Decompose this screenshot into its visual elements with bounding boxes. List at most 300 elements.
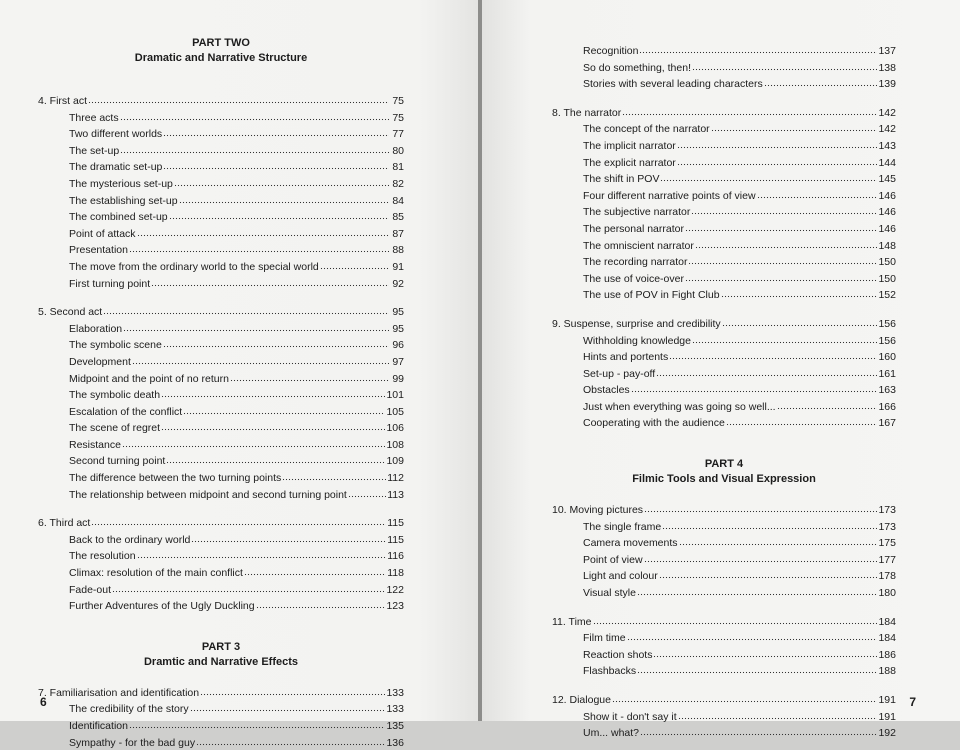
part-title: Dramtic and Narrative Effects — [143, 655, 299, 668]
entry-title: The recording narrator — [583, 256, 688, 269]
dot-leader — [129, 717, 386, 729]
dot-leader — [88, 92, 389, 104]
entry-title: Flashbacks — [583, 665, 637, 678]
toc-entry — [38, 109, 404, 126]
page-ref: 163 — [878, 384, 896, 397]
toc-entry — [552, 365, 896, 382]
toc-entry — [38, 336, 404, 353]
page-ref: 105 — [386, 405, 404, 418]
entry-title: Set-up - pay-off — [583, 367, 656, 380]
dot-leader — [678, 708, 878, 720]
dot-leader — [123, 320, 389, 332]
chapter-entry — [38, 92, 404, 109]
toc-entry — [38, 353, 404, 370]
page-ref: 136 — [386, 736, 404, 749]
toc-entry — [38, 469, 404, 486]
part-title: Dramatic and Narrative Structure — [134, 52, 308, 64]
toc-entry — [38, 452, 404, 469]
toc-entry — [552, 567, 896, 584]
entry-title: Fade-out — [69, 583, 112, 596]
chapter-12-block — [552, 691, 896, 741]
page-ref: 95 — [392, 306, 404, 319]
dot-leader — [660, 170, 877, 182]
toc-entry — [552, 137, 896, 154]
dot-leader — [200, 684, 385, 696]
toc-entry — [38, 419, 404, 436]
dot-leader — [653, 646, 877, 658]
toc-entry — [38, 370, 404, 387]
dot-leader — [137, 547, 387, 559]
chapter-title: 12. Dialogue — [552, 694, 611, 706]
part-label: PART TWO — [192, 37, 250, 49]
entry-title: Second turning point — [69, 455, 166, 468]
page-ref: 142 — [878, 106, 896, 119]
toc-entry — [38, 531, 404, 548]
page-number: 6 — [40, 695, 47, 709]
toc-entry — [38, 225, 404, 242]
dot-leader — [244, 564, 386, 576]
page-ref: 84 — [392, 194, 404, 207]
dot-leader — [639, 42, 877, 54]
chapter-10-block — [552, 501, 896, 601]
dot-leader — [691, 203, 877, 215]
dot-leader — [688, 253, 877, 265]
toc-entry — [552, 629, 896, 646]
toc-entry — [552, 534, 896, 551]
dot-leader — [637, 584, 878, 596]
dot-leader — [593, 613, 878, 625]
chapter-4-block — [38, 92, 404, 291]
chapter-title: 7. Familiarisation and identification — [38, 686, 200, 699]
page-ref: 92 — [392, 277, 404, 290]
page-ref: 188 — [878, 665, 896, 678]
entry-title: Point of attack — [69, 227, 136, 240]
entry-title: Point of view — [583, 553, 643, 566]
entry-title: The shift in POV — [583, 173, 660, 186]
page-ref: 156 — [878, 317, 896, 330]
entry-title: The relationship between midpoint and second turning point — [69, 488, 347, 501]
page-ref: 184 — [878, 632, 896, 645]
page-ref: 88 — [392, 244, 404, 257]
page-ref: 191 — [878, 694, 896, 706]
page-ref: 82 — [392, 177, 404, 190]
entry-title: The scene of regret — [69, 422, 161, 435]
page-ref: 146 — [878, 189, 896, 202]
toc-entry — [38, 241, 404, 258]
chapter-7-block — [38, 684, 404, 750]
toc-entry — [38, 547, 404, 564]
entry-title: Obstacles — [583, 384, 630, 397]
entry-title: The move from the ordinary world to the special world — [69, 260, 319, 273]
dot-leader — [348, 486, 386, 498]
entry-title: The resolution — [69, 550, 136, 563]
dot-leader — [91, 514, 386, 526]
toc-entry — [38, 125, 404, 142]
dot-leader — [230, 370, 389, 382]
dot-leader — [169, 208, 389, 220]
dot-leader — [183, 403, 385, 415]
entry-title: The dramatic set-up — [69, 161, 163, 174]
entry-title: Further Adventures of the Ugly Duckling — [69, 600, 255, 613]
dot-leader — [163, 336, 389, 348]
entry-title: Development — [69, 355, 131, 368]
page-ref: 75 — [392, 111, 404, 124]
dot-leader — [722, 315, 878, 327]
toc-entry — [552, 286, 896, 303]
page-ref: 166 — [878, 400, 896, 413]
entry-title: The symbolic scene — [69, 339, 162, 352]
dot-leader — [132, 353, 389, 365]
dot-leader — [179, 192, 389, 204]
page-ref: 139 — [878, 78, 896, 91]
page-ref: 95 — [392, 322, 404, 335]
page-ref: 106 — [386, 422, 404, 435]
page-ref: 115 — [387, 517, 404, 530]
page-ref: 133 — [386, 703, 404, 716]
entry-title: So do something, then! — [583, 61, 691, 74]
dot-leader — [711, 120, 878, 132]
page-ref: 173 — [878, 520, 896, 533]
page-ref: 144 — [878, 156, 896, 169]
chapter-title: 10. Moving pictures — [552, 504, 644, 517]
entry-title: The single frame — [583, 520, 662, 533]
toc-entry — [38, 258, 404, 275]
dot-leader — [685, 220, 877, 232]
dot-leader — [726, 414, 878, 426]
dot-leader — [677, 154, 878, 166]
toc-entry — [38, 320, 404, 337]
dot-leader — [612, 691, 878, 703]
entry-title: The use of voice-over — [583, 272, 684, 285]
toc-entry — [552, 59, 896, 76]
page-ref: 161 — [878, 367, 896, 380]
dot-leader — [282, 469, 386, 481]
dot-leader — [622, 104, 877, 116]
entry-title: Elaboration — [69, 322, 123, 335]
page-ref: 112 — [387, 472, 404, 485]
dot-leader — [644, 551, 878, 563]
entry-title: Show it - don't say it — [583, 710, 677, 723]
entry-title: Visual style — [583, 587, 636, 600]
entry-title: Two different worlds — [69, 128, 163, 141]
entry-title: Hints and portents — [583, 351, 669, 364]
toc-entry — [552, 75, 896, 92]
entry-title: The set-up — [69, 144, 120, 157]
dot-leader — [656, 365, 877, 377]
toc-entry — [552, 270, 896, 287]
dot-leader — [631, 381, 878, 393]
dot-leader — [685, 270, 878, 282]
page-ref: 148 — [878, 239, 896, 252]
page-ref: 186 — [878, 648, 896, 661]
entry-title: The subjective narrator — [583, 206, 691, 219]
page-ref: 85 — [392, 211, 404, 224]
chapter-entry — [552, 691, 896, 708]
chapter-8-block — [552, 104, 896, 303]
page-ref: 191 — [878, 710, 896, 723]
chapter-entry — [552, 104, 896, 121]
toc-entry — [552, 646, 896, 663]
entry-title: Escalation of the conflict — [69, 405, 183, 418]
entry-title: Recognition — [583, 45, 639, 57]
page-ref: 87 — [392, 227, 404, 240]
dot-leader — [764, 75, 878, 87]
toc-entry — [38, 436, 404, 453]
toc-entry — [38, 581, 404, 598]
page-ref: 118 — [387, 567, 404, 580]
chapter-title: 11. Time — [552, 615, 592, 628]
dot-leader — [320, 258, 389, 270]
toc-entry — [552, 154, 896, 171]
entry-title: Climax: resolution of the main conflict — [69, 567, 243, 580]
page-ref: 167 — [878, 417, 896, 430]
page-ref: 77 — [392, 128, 404, 141]
entry-title: The implicit narrator — [583, 139, 676, 152]
entry-title: The explicit narrator — [583, 156, 676, 169]
page-ref: 113 — [387, 488, 404, 501]
page-ref: 150 — [878, 272, 896, 285]
chapter-7-continued — [552, 42, 896, 92]
dot-leader — [129, 241, 389, 253]
page-ref: 123 — [386, 600, 404, 613]
entry-title: Identification — [69, 720, 128, 732]
dot-leader — [191, 531, 386, 543]
page-ref: 150 — [878, 256, 896, 269]
dot-leader — [112, 581, 385, 593]
chapter-title: 4. First act — [38, 95, 88, 107]
entry-title: The personal narrator — [583, 222, 684, 235]
page-ref: 133 — [386, 686, 404, 699]
page-ref: 99 — [392, 372, 404, 385]
page-ref: 108 — [386, 438, 404, 451]
toc-entry — [552, 187, 896, 204]
toc-entry — [552, 708, 896, 725]
page-ref: 122 — [386, 583, 404, 596]
page-ref: 146 — [878, 206, 896, 219]
dot-leader — [161, 419, 385, 431]
toc-entry — [552, 332, 896, 349]
dot-leader — [161, 386, 385, 398]
page-ref: 184 — [878, 615, 896, 628]
entry-title: Stories with several leading characters — [583, 78, 763, 91]
page-number: 7 — [909, 695, 916, 709]
page-ref: 160 — [878, 351, 896, 364]
chapter-entry — [552, 501, 896, 518]
entry-title: Camera movements — [583, 537, 678, 550]
toc-entry — [552, 398, 896, 415]
part-label: PART 4 — [704, 458, 744, 471]
entry-title: Back to the ordinary world — [69, 533, 191, 546]
dot-leader — [679, 534, 878, 546]
dot-leader — [692, 59, 877, 71]
dot-leader — [692, 332, 877, 344]
page-ref: 80 — [392, 144, 404, 157]
page-ref: 152 — [878, 289, 896, 302]
toc-entry — [552, 237, 896, 254]
part-four-heading — [552, 457, 896, 487]
dot-leader — [627, 629, 878, 641]
chapter-title: 6. Third act — [38, 517, 91, 530]
entry-title: The use of POV in Fight Club — [583, 289, 720, 302]
entry-title: Cooperating with the audience — [583, 417, 725, 430]
page-ref: 145 — [878, 173, 896, 186]
toc-entry — [38, 275, 404, 292]
dot-leader — [662, 518, 877, 530]
toc-entry — [38, 142, 404, 159]
page-ref: 138 — [878, 61, 896, 74]
entry-title: Reaction shots — [583, 648, 653, 661]
dot-leader — [190, 700, 386, 712]
toc-entry — [38, 486, 404, 503]
toc-entry — [552, 551, 896, 568]
right-toc — [552, 42, 896, 741]
toc-entry — [38, 208, 404, 225]
chapter-6-block — [38, 514, 404, 614]
toc-entry — [552, 724, 896, 741]
page-ref: 97 — [392, 355, 404, 368]
chapter-entry — [552, 613, 896, 630]
chapter-9-block — [552, 315, 896, 431]
chapter-entry — [552, 315, 896, 332]
toc-entry — [38, 597, 404, 614]
entry-title: The credibility of the story — [69, 703, 189, 716]
dot-leader — [677, 137, 878, 149]
part-label: PART 3 — [201, 640, 241, 653]
toc-entry — [38, 717, 404, 734]
page-ref: 173 — [878, 504, 896, 517]
page-ref: 115 — [387, 533, 404, 546]
dot-leader — [640, 724, 877, 736]
toc-entry — [38, 386, 404, 403]
part-title: Filmic Tools and Visual Expression — [632, 473, 816, 486]
toc-entry — [552, 220, 896, 237]
entry-title: First turning point — [69, 277, 151, 290]
entry-title: The difference between the two turning points — [69, 472, 282, 485]
dot-leader — [256, 597, 386, 609]
entry-title: Sympathy - for the bad guy — [69, 736, 196, 749]
dot-leader — [174, 175, 389, 187]
page-ref: 81 — [392, 161, 404, 174]
dot-leader — [151, 275, 389, 287]
page-ref: 96 — [392, 339, 404, 352]
page-ref: 192 — [878, 727, 896, 740]
page-ref: 142 — [878, 123, 896, 136]
dot-leader — [196, 734, 385, 746]
chapter-title: 5. Second act — [38, 306, 103, 319]
dot-leader — [757, 187, 878, 199]
page-ref: 135 — [386, 720, 404, 732]
chapter-title: 8. The narrator — [552, 106, 622, 119]
entry-title: Midpoint and the point of no return — [69, 372, 229, 385]
dot-leader — [166, 452, 385, 464]
toc-entry — [552, 42, 896, 59]
entry-title: Resistance — [69, 438, 121, 451]
chapter-5-block — [38, 303, 404, 502]
page-ref: 109 — [386, 455, 404, 468]
entry-title: Film time — [583, 632, 626, 645]
toc-entry — [552, 414, 896, 431]
toc-entry — [552, 518, 896, 535]
page-ref: 178 — [878, 570, 896, 583]
toc-entry — [552, 381, 896, 398]
entry-title: The omniscient narrator — [583, 239, 694, 252]
toc-entry — [552, 170, 896, 187]
page-ref: 137 — [878, 45, 896, 57]
toc-entry — [552, 203, 896, 220]
page-ref: 91 — [392, 260, 404, 273]
dot-leader — [721, 286, 878, 298]
page-ref: 177 — [878, 553, 896, 566]
chapter-entry — [38, 303, 404, 320]
dot-leader — [103, 303, 389, 315]
page-ref: 143 — [878, 139, 896, 152]
page-ref: 180 — [878, 587, 896, 600]
toc-entry — [38, 700, 404, 717]
page-ref: 156 — [878, 334, 896, 347]
dot-leader — [122, 436, 386, 448]
left-page — [0, 0, 478, 749]
toc-entry — [552, 120, 896, 137]
dot-leader — [644, 501, 877, 513]
entry-title: The combined set-up — [69, 211, 168, 224]
dot-leader — [659, 567, 878, 579]
page-ref: 175 — [878, 537, 896, 550]
toc-entry — [38, 564, 404, 581]
dot-leader — [637, 662, 877, 674]
page-ref: 101 — [386, 389, 404, 402]
entry-title: The concept of the narrator — [583, 123, 710, 136]
toc-entry — [38, 734, 404, 750]
chapter-entry — [38, 514, 404, 531]
entry-title: Four different narrative points of view — [583, 189, 756, 202]
toc-entry — [38, 192, 404, 209]
part-two-heading — [38, 36, 404, 66]
entry-title: The mysterious set-up — [69, 177, 173, 190]
chapter-entry — [38, 684, 404, 701]
left-toc — [38, 36, 404, 750]
dot-leader — [120, 109, 389, 121]
dot-leader — [120, 142, 389, 154]
part-three-heading — [38, 640, 404, 670]
dot-leader — [695, 237, 878, 249]
toc-entry — [552, 584, 896, 601]
page-ref: 75 — [392, 95, 404, 107]
entry-title: Presentation — [69, 244, 128, 257]
toc-entry — [552, 662, 896, 679]
entry-title: Just when everything was going so well... — [583, 400, 776, 413]
dot-leader — [163, 158, 389, 170]
entry-title: Um... what? — [583, 727, 640, 740]
dot-leader — [163, 125, 389, 137]
page-ref: 146 — [878, 222, 896, 235]
dot-leader — [137, 225, 389, 237]
toc-entry — [38, 175, 404, 192]
entry-title: Three acts — [69, 111, 119, 124]
dot-leader — [669, 348, 877, 360]
dot-leader — [777, 398, 878, 410]
chapter-title: 9. Suspense, surprise and credibility — [552, 317, 721, 330]
toc-entry — [38, 158, 404, 175]
toc-entry — [552, 348, 896, 365]
toc-entry — [38, 403, 404, 420]
entry-title: The symbolic death — [69, 389, 161, 402]
entry-title: Light and colour — [583, 570, 658, 583]
toc-entry — [552, 253, 896, 270]
page-ref: 116 — [387, 550, 404, 563]
entry-title: Withholding knowledge — [583, 334, 691, 347]
chapter-11-block — [552, 613, 896, 679]
entry-title: The establishing set-up — [69, 194, 178, 207]
